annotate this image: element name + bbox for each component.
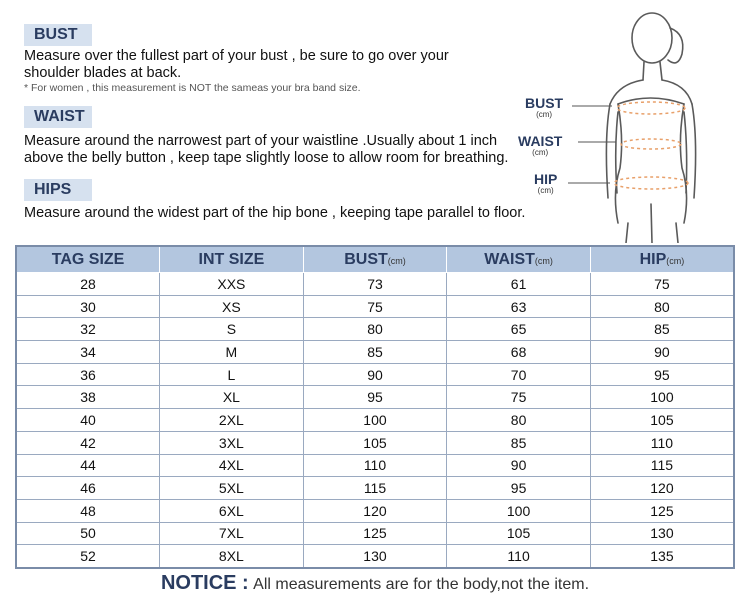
table-row [16,295,734,318]
table-cell: 68 [447,341,591,364]
table-cell: 28 [16,273,160,296]
table-row [16,386,734,409]
table-row [16,522,734,545]
section-note-bust: * For women , this measurement is NOT the sameas your bra band size. [24,82,361,94]
table-cell: 75 [447,386,591,409]
table-cell: 3XL [160,431,304,454]
table-cell: 61 [447,273,591,296]
table-cell: 90 [590,341,734,364]
notice [0,572,750,595]
table-cell: 48 [16,499,160,522]
table-cell: XS [160,295,304,318]
figure-label-bust: BUST (cm) [525,95,564,119]
table-cell: 75 [590,273,734,296]
section-title-waist: WAIST [24,106,92,128]
table-cell: 4XL [160,454,304,477]
section-desc-bust: Measure over the fullest part of your bust , be sure to go over your shoulder blades at back. [24,48,449,81]
table-cell: 120 [590,477,734,500]
notice-label: NOTICE : [160,572,249,594]
table-cell: XXS [160,273,304,296]
table-cell: 65 [447,318,591,341]
table-cell: 100 [447,499,591,522]
section-title-bust: BUST [24,24,92,46]
size-chart-table [15,245,735,569]
table-cell: 70 [447,363,591,386]
table-cell: 100 [590,386,734,409]
table-cell: 90 [447,454,591,477]
table-cell: 44 [16,454,160,477]
table-cell: 80 [590,295,734,318]
table-cell: 5XL [160,477,304,500]
table-cell: 115 [590,454,734,477]
table-cell: 73 [303,273,447,296]
table-cell: 85 [590,318,734,341]
table-cell: 75 [303,295,447,318]
table-cell: 46 [16,477,160,500]
table-cell: 105 [303,431,447,454]
table-row [16,477,734,500]
table-cell: 105 [447,522,591,545]
table-cell: 95 [590,363,734,386]
table-cell: S [160,318,304,341]
table-cell: 130 [590,522,734,545]
table-cell: 2XL [160,409,304,432]
table-cell: 8XL [160,545,304,568]
table-cell: 130 [303,545,447,568]
table-cell: M [160,341,304,364]
table-cell: 100 [303,409,447,432]
table-cell: 40 [16,409,160,432]
table-cell: 30 [16,295,160,318]
section-desc-hips: Measure around the widest part of the hip bone , keeping tape parallel to floor. [24,205,526,221]
table-cell: 63 [447,295,591,318]
table-row [16,273,734,296]
section-title-hips: HIPS [24,179,92,201]
table-row [16,454,734,477]
table-cell: 32 [16,318,160,341]
section-desc-waist: Measure around the narrowest part of your waistline .Usually about 1 inch above the belly button , keep tape slightly loose to allow room for breathing. [24,133,509,166]
table-cell: XL [160,386,304,409]
table-cell: 95 [303,386,447,409]
table-cell: 110 [447,545,591,568]
table-cell: 36 [16,363,160,386]
table-cell: 135 [590,545,734,568]
table-cell: L [160,363,304,386]
table-cell: 52 [16,545,160,568]
table-cell: 85 [303,341,447,364]
table-cell: 7XL [160,522,304,545]
table-cell: 34 [16,341,160,364]
table-cell: 85 [447,431,591,454]
notice-text: All measurements are for the body,not the item. [253,576,590,593]
table-cell: 42 [16,431,160,454]
figure-label-hip: HIP (cm) [534,171,558,195]
table-cell: 110 [590,431,734,454]
table-cell: 115 [303,477,447,500]
table-row [16,431,734,454]
table-cell: 110 [303,454,447,477]
table-cell: 38 [16,386,160,409]
header-hip: HIP(cm) [590,246,734,273]
header-int-size: INT SIZE [160,246,304,273]
table-row [16,545,734,568]
table-cell: 50 [16,522,160,545]
table-cell: 105 [590,409,734,432]
header-waist: WAIST(cm) [447,246,591,273]
table-row [16,318,734,341]
table-cell: 125 [303,522,447,545]
table-cell: 80 [303,318,447,341]
table-cell: 95 [447,477,591,500]
table-cell: 6XL [160,499,304,522]
header-tag-size: TAG SIZE [16,246,160,273]
figure-label-waist: WAIST (cm) [518,133,563,157]
table-cell: 120 [303,499,447,522]
table-cell: 90 [303,363,447,386]
body-outline-icon [500,8,745,243]
body-figure [500,8,745,243]
table-row [16,499,734,522]
table-row [16,409,734,432]
table-row [16,341,734,364]
table-cell: 80 [447,409,591,432]
header-bust: BUST(cm) [303,246,447,273]
table-row [16,363,734,386]
table-header-row [16,246,734,273]
table-cell: 125 [590,499,734,522]
